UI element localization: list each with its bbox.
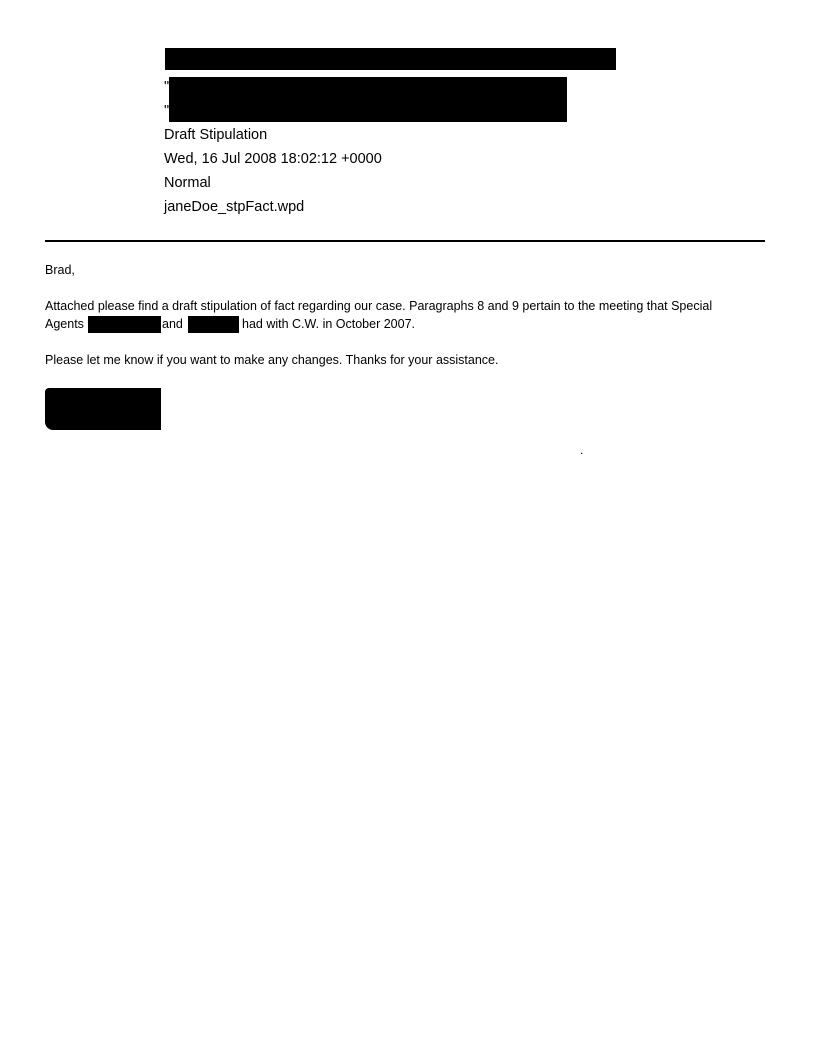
cc-value: " <box>164 103 170 119</box>
agent-name-redaction-1 <box>88 316 161 333</box>
to-value: " <box>164 79 170 95</box>
paragraph-1-line-2-and: and <box>162 317 183 331</box>
to-cc-redaction <box>169 77 567 122</box>
from-redaction <box>165 48 616 70</box>
attachments-value: janeDoe_stpFact.wpd <box>164 199 305 215</box>
importance-value: Normal <box>164 175 211 191</box>
paragraph-2: Please let me know if you want to make any changes. Thanks for your assistance. <box>45 353 499 367</box>
paragraph-1-line-2-end: had with C.W. in October 2007. <box>242 317 416 331</box>
greeting: Brad, <box>45 263 75 277</box>
trailing-mark: . <box>580 443 584 457</box>
paragraph-1-line-1: Attached please find a draft stipulation of fact regarding our case. Paragraphs 8 and 9 pertain to the meeting that Special <box>45 299 713 313</box>
signature-redaction <box>45 388 161 430</box>
date-value: Wed, 16 Jul 2008 18:02:12 +0000 <box>164 151 382 167</box>
subject-value: Draft Stipulation <box>164 127 268 143</box>
agent-name-redaction-2 <box>188 316 239 333</box>
paragraph-1-line-2-start: Agents <box>45 317 84 331</box>
header-divider <box>45 240 765 242</box>
